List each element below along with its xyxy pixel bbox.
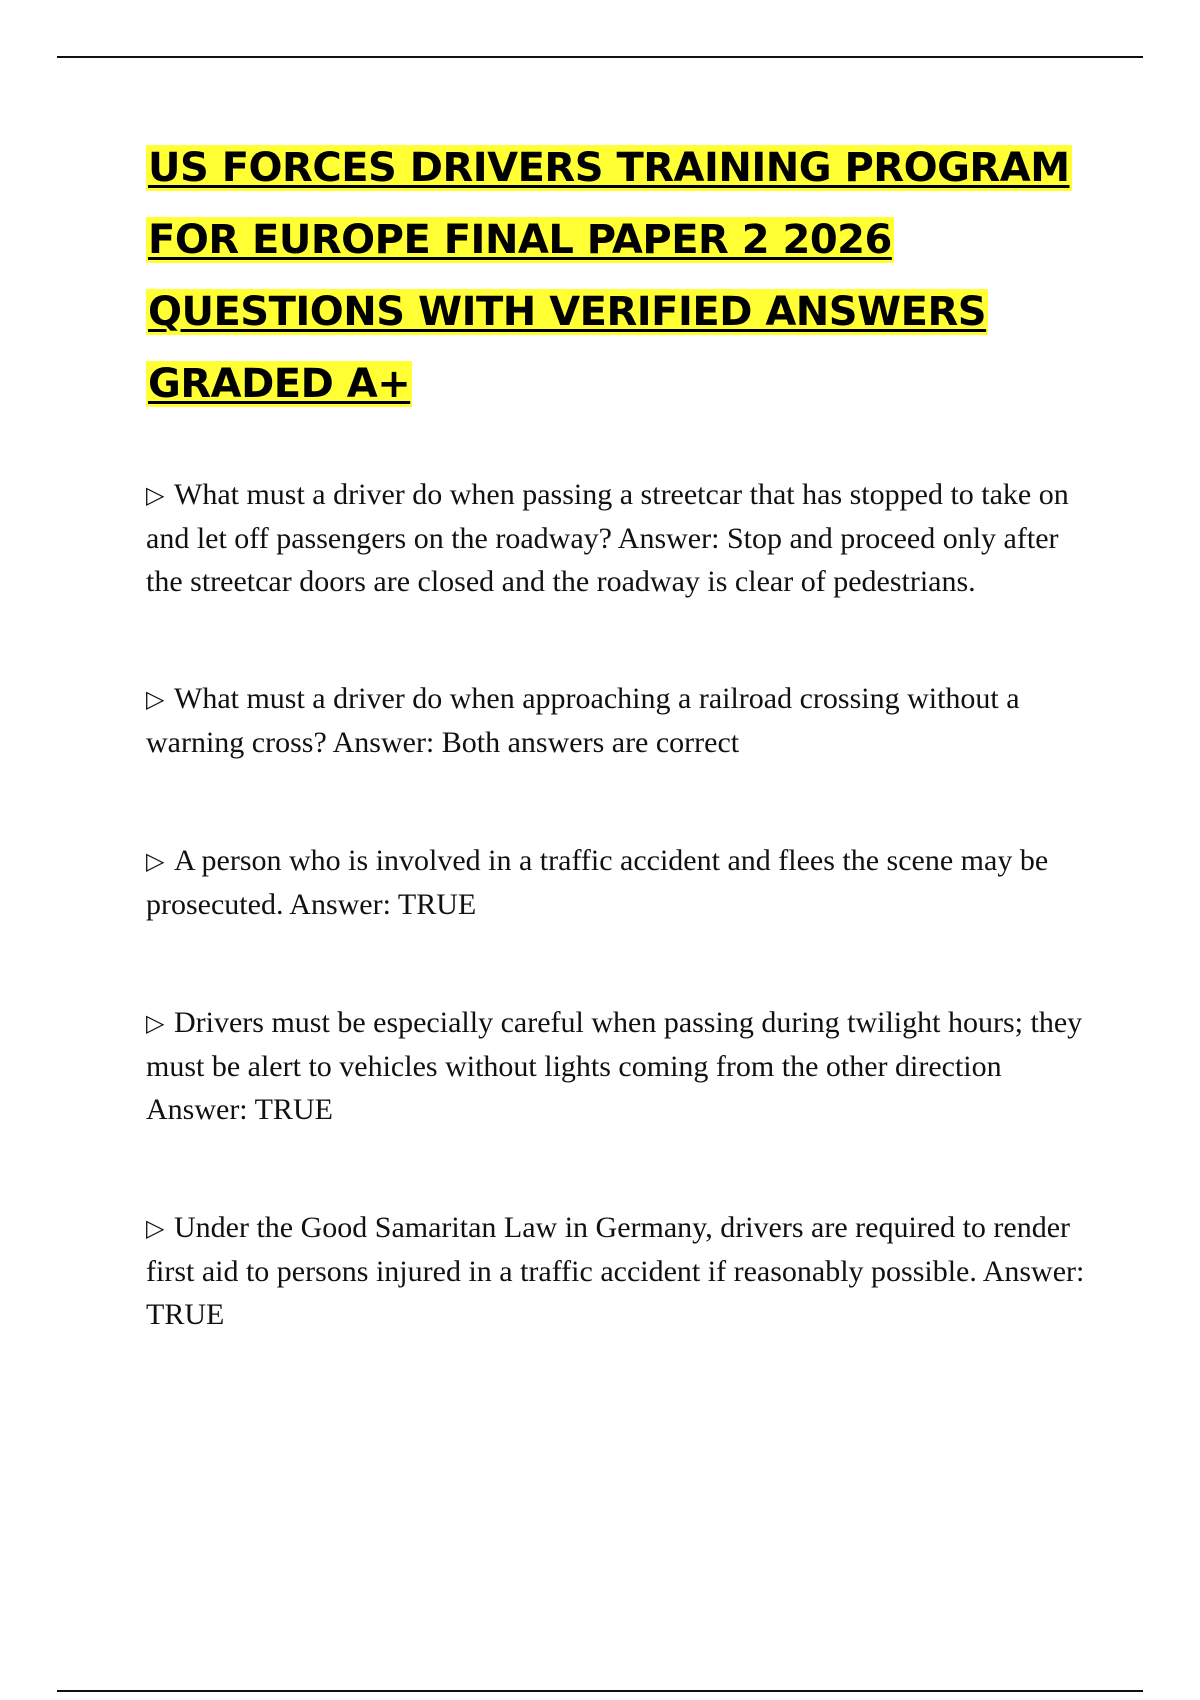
question-item bbox=[146, 1206, 1096, 1336]
triangle-right-outline-icon: ▷ bbox=[146, 481, 165, 509]
question-text: Under the Good Samaritan Law in Germany, drivers are required to render first aid to persons injured in a traffic accident if reasonably possible. Answer: TRUE bbox=[146, 1211, 1085, 1331]
top-divider bbox=[57, 56, 1143, 58]
title-line-text: FOR EUROPE FINAL PAPER 2 2026 bbox=[148, 217, 892, 263]
document-title bbox=[146, 146, 1086, 434]
question-text: What must a driver do when passing a streetcar that has stopped to take on and let off passengers on the roadway? Answer: Stop and proceed only after the streetcar doors are closed and the roadway is clear of pedestrians. bbox=[146, 478, 1069, 598]
title-line bbox=[146, 146, 1086, 199]
title-line-text: GRADED A+ bbox=[148, 361, 411, 407]
question-text: Drivers must be especially careful when passing during twilight hours; they must be alert to vehicles without lights coming from the other direction Answer: TRUE bbox=[146, 1006, 1083, 1126]
question-item bbox=[146, 1001, 1096, 1131]
bottom-divider bbox=[57, 1690, 1143, 1692]
triangle-right-outline-icon: ▷ bbox=[146, 847, 165, 875]
title-line bbox=[146, 218, 1086, 271]
question-text: A person who is involved in a traffic accident and flees the scene may be prosecuted. Answer: TRUE bbox=[146, 844, 1049, 921]
triangle-right-outline-icon: ▷ bbox=[146, 1009, 165, 1037]
title-line bbox=[146, 290, 1086, 343]
triangle-right-outline-icon: ▷ bbox=[146, 1214, 165, 1242]
question-text: What must a driver do when approaching a railroad crossing without a warning cross? Answer: Both answers are correct bbox=[146, 682, 1020, 759]
title-line-text: US FORCES DRIVERS TRAINING PROGRAM bbox=[148, 145, 1070, 191]
triangle-right-outline-icon: ▷ bbox=[146, 685, 165, 713]
question-item bbox=[146, 677, 1096, 764]
question-list bbox=[146, 473, 1096, 1336]
question-item bbox=[146, 473, 1096, 603]
title-line bbox=[146, 362, 1086, 415]
title-line-text: QUESTIONS WITH VERIFIED ANSWERS bbox=[148, 289, 987, 335]
question-item bbox=[146, 839, 1096, 926]
